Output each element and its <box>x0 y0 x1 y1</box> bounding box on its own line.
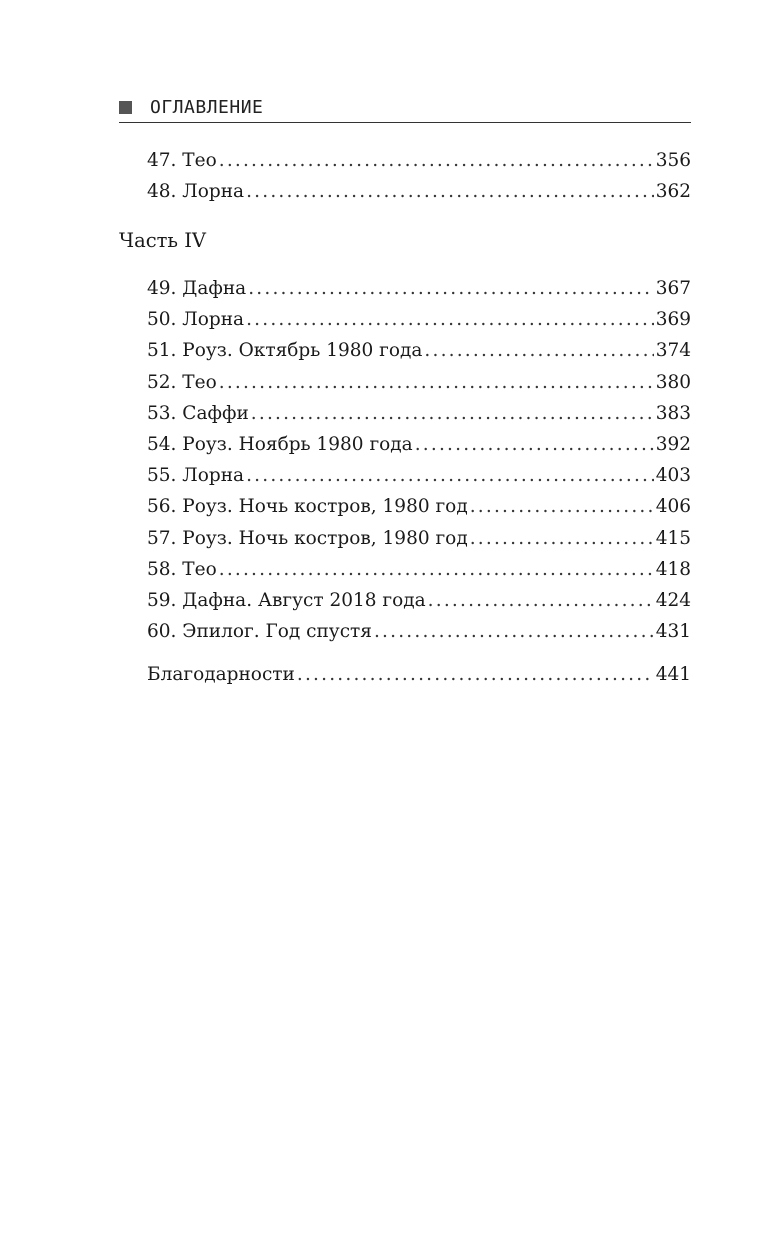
toc-leader-dots <box>219 558 654 582</box>
toc-leader-dots <box>374 620 654 644</box>
toc-entry-page: 356 <box>655 150 691 171</box>
toc-entry-page: 441 <box>655 664 691 685</box>
toc-leader-dots <box>219 149 654 173</box>
toc-entry-title: 57. Роуз. Ночь костров, 1980 год <box>147 528 468 549</box>
page-header <box>119 96 691 123</box>
toc-entry <box>147 308 691 332</box>
part-heading: Часть IV <box>119 229 207 252</box>
toc-leader-dots <box>219 371 654 395</box>
toc-entry <box>147 464 691 488</box>
toc-leader-dots <box>470 527 654 551</box>
toc-entry-title: 56. Роуз. Ночь костров, 1980 год <box>147 496 468 517</box>
toc-entry-page: 403 <box>655 465 691 486</box>
toc-entry-title: 48. Лорна <box>147 181 245 202</box>
toc-entry-title: Благодарности <box>147 664 295 685</box>
toc-entry <box>147 433 691 457</box>
toc-entry-page: 362 <box>655 181 691 202</box>
toc-leader-dots <box>415 433 654 457</box>
toc-entry-title: 59. Дафна. Август 2018 года <box>147 590 426 611</box>
toc-entry <box>147 277 691 301</box>
toc-entry <box>147 149 691 173</box>
toc-entry-page: 418 <box>655 559 691 580</box>
toc-entry-page: 392 <box>655 434 691 455</box>
toc-entry <box>147 589 691 613</box>
toc-entry-page: 415 <box>655 528 691 549</box>
toc-entry-title: 51. Роуз. Октябрь 1980 года <box>147 340 423 361</box>
toc-leader-dots <box>251 402 654 426</box>
toc-entry-title: 58. Тео <box>147 559 217 580</box>
toc-entry-title: 50. Лорна <box>147 309 245 330</box>
toc-entry <box>147 495 691 519</box>
toc-entry-title: 55. Лорна <box>147 465 245 486</box>
toc-entry-page: 369 <box>655 309 691 330</box>
toc-leader-dots <box>297 663 654 687</box>
toc-entry-page: 424 <box>655 590 691 611</box>
toc-leader-dots <box>246 464 654 488</box>
toc-entry-title: 60. Эпилог. Год спустя <box>147 621 372 642</box>
toc-leader-dots <box>248 277 653 301</box>
header-square-icon <box>119 101 132 114</box>
toc-entry-page: 367 <box>655 278 691 299</box>
toc-entry <box>147 339 691 363</box>
toc-entry-page: 406 <box>655 496 691 517</box>
toc-entry <box>147 527 691 551</box>
toc-leader-dots <box>428 589 654 613</box>
toc-entry <box>147 180 691 204</box>
toc-leader-dots <box>470 495 654 519</box>
header-title: ОГЛАВЛЕНИЕ <box>150 97 264 118</box>
toc-leader-dots <box>424 339 653 363</box>
toc-entry <box>147 620 691 644</box>
toc-entry-page: 380 <box>655 372 691 393</box>
toc-entry-title: 54. Роуз. Ноябрь 1980 года <box>147 434 413 455</box>
toc-leader-dots <box>246 308 654 332</box>
toc-entry-title: 49. Дафна <box>147 278 247 299</box>
toc-entry-page: 431 <box>655 621 691 642</box>
toc-entry-page: 374 <box>655 340 691 361</box>
toc-entry-acknowledgements <box>147 663 691 687</box>
toc-entry-title: 53. Саффи <box>147 403 249 424</box>
toc-entry <box>147 402 691 426</box>
toc-entry <box>147 558 691 582</box>
toc-leader-dots <box>246 180 654 204</box>
toc-entry-page: 383 <box>655 403 691 424</box>
toc-entry-title: 52. Тео <box>147 372 217 393</box>
toc-entry-title: 47. Тео <box>147 150 217 171</box>
toc-entry <box>147 371 691 395</box>
